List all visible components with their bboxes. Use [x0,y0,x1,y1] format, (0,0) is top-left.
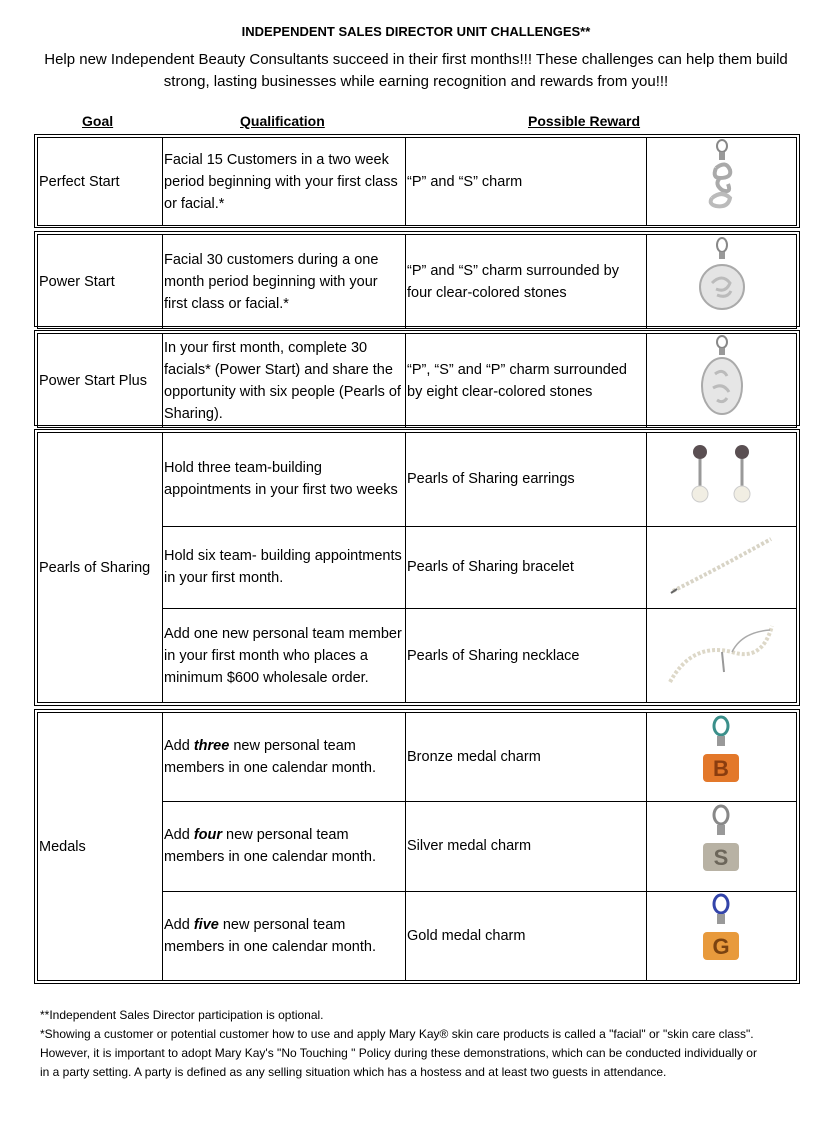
group-medals [34,709,800,984]
svg-text:G: G [711,934,730,960]
qualification-cell: In your first month, complete 30 facials* (Power Start) and share the opportunity with six people (Pearls of Sharing). [163,334,406,428]
qualification-text: Add [164,827,194,844]
qualification-cell [163,802,406,891]
svg-text:S: S [713,844,728,870]
group-power-start-plus [34,330,800,426]
group-pearls-of-sharing [34,429,800,706]
reward-cell: Pearls of Sharing earrings [406,433,647,527]
qualification-text: Add [164,738,194,755]
qualification-emphasis: three [193,738,230,755]
footnote-director: **Independent Sales Director participation is optional. [40,1008,324,1022]
qualification-emphasis: five [193,916,219,933]
round-charm-image [647,235,797,329]
reward-cell: Gold medal charm [406,891,647,980]
reward-cell: Pearls of Sharing bracelet [406,526,647,609]
table-row [38,433,797,527]
qualification-cell: Facial 15 Customers in a two week period beginning with your first class or facial.* [163,138,406,226]
intro-text: Help new Independent Beauty Consultants succeed in their first months!!! These challenges can help them build strong, lasting businesses while earning recognition and rewards from you!!! [44,51,788,90]
qualification-text: new personal team members in one calendar month. [164,916,376,955]
bronze-charm-image [647,713,797,802]
qualification-cell [163,891,406,980]
goal-cell: Power Start Plus [38,334,163,428]
table-row [38,138,797,226]
pearl-bracelet-image [647,526,797,609]
header-goal: Goal [82,113,114,129]
goal-cell: Medals [38,713,163,981]
table-row [38,334,797,428]
ps-charm-image [647,138,797,226]
table-row [38,713,797,802]
footnotes [40,1006,760,1082]
oval-charm-image [647,334,797,428]
reward-cell: Bronze medal charm [406,713,647,802]
goal-cell: Pearls of Sharing [38,433,163,703]
silver-charm-image [647,802,797,891]
pearl-necklace-image [647,609,797,703]
qualification-text: Add [164,916,194,933]
qualification-text: new personal team members in one calendar month. [164,738,376,777]
reward-cell: “P”, “S” and “P” charm surrounded by eight clear-colored stones [406,334,647,428]
table-row [38,235,797,329]
reward-cell: Pearls of Sharing necklace [406,609,647,703]
reward-cell: “P” and “S” charm surrounded by four clear-colored stones [406,235,647,329]
goal-cell: Power Start [38,235,163,329]
goal-cell: Perfect Start [38,138,163,226]
qualification-cell: Hold three team-building appointments in your first two weeks [163,433,406,527]
header-reward: Possible Reward [528,113,641,129]
footnote-facial: *Showing a customer or potential customer how to use and apply Mary Kay® skin care products is called a "facial" or "skin care class". However, it is important to adopt Mary Kay's "No Touching " Policy during these demonstrations, which can be conducted individually or in a party setting. A party is defined as any selling situation which has a hostess and at least two guests in attendance. [40,1027,757,1079]
group-perfect-start [34,134,800,228]
reward-cell: Silver medal charm [406,802,647,891]
qualification-cell: Add one new personal team member in your first month who places a minimum $600 wholesale order. [163,609,406,703]
qualification-cell [163,713,406,802]
group-power-start [34,231,800,327]
gold-charm-image [647,891,797,980]
header-qualification: Qualification [240,113,325,129]
qualification-emphasis: four [193,827,223,844]
qualification-cell: Facial 30 customers during a one month period beginning with your first class or facial.* [163,235,406,329]
qualification-text: new personal team members in one calendar month. [164,827,376,866]
qualification-cell: Hold six team- building appointments in your first month. [163,526,406,609]
pearl-earrings-image [647,433,797,527]
reward-cell: “P” and “S” charm [406,138,647,226]
svg-text:B: B [712,755,729,781]
page-title: INDEPENDENT SALES DIRECTOR UNIT CHALLENGES** [241,24,591,39]
